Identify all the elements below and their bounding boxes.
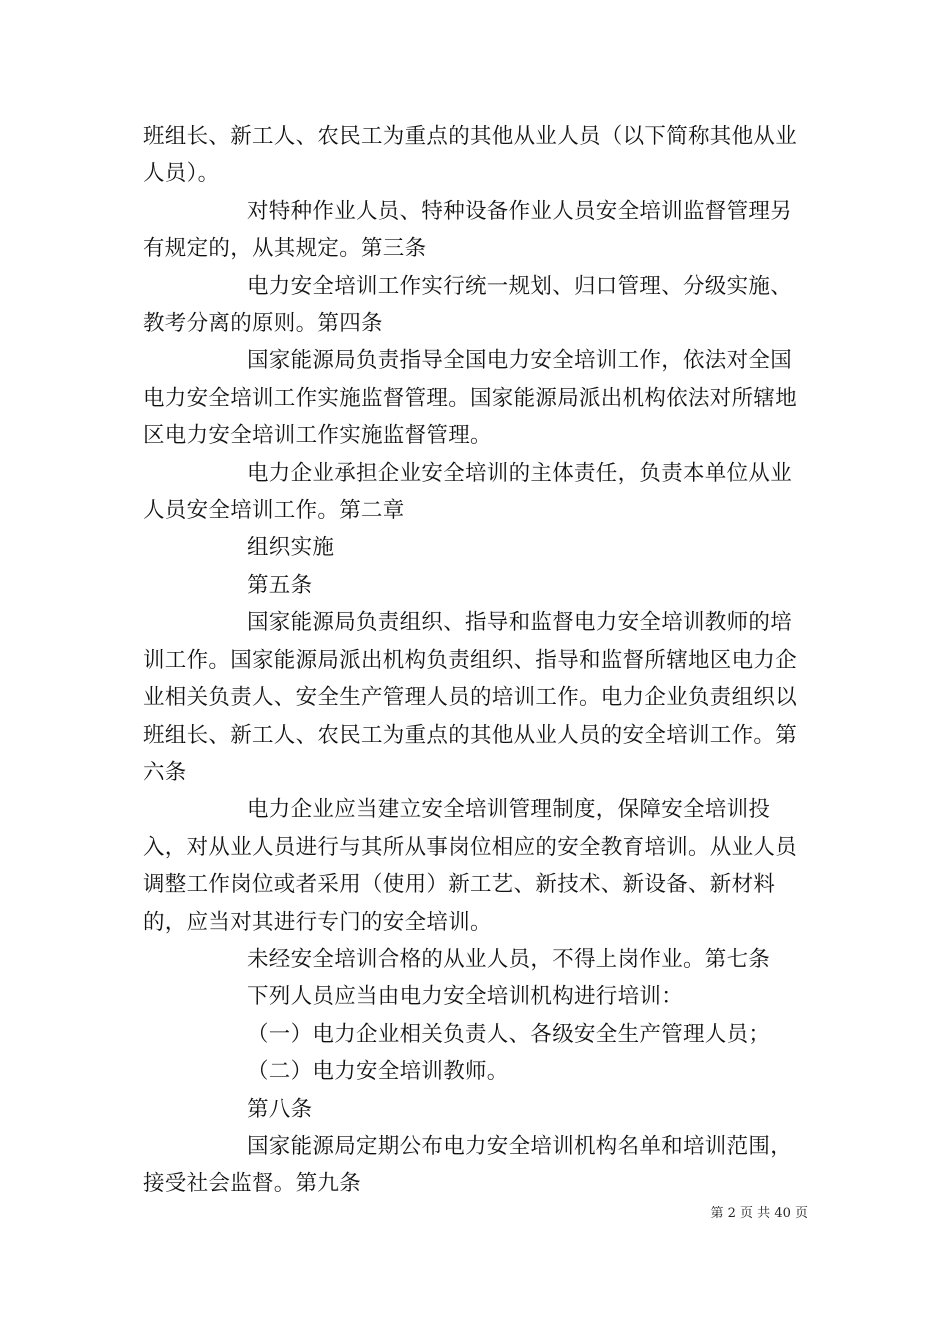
paragraph-9: 电力企业应当建立安全培训管理制度，保障安全培训投入，对从业人员进行与其所从事岗位相应的安全教育培训。从业人员调整工作岗位或者采用（使用）新工艺、新技术、新设备、新材料的，应当对其进行专门的安全培训。 (143, 797, 798, 935)
page-number: 第 2 页 共 40 页 (710, 1206, 808, 1221)
paragraph-8: 国家能源局负责组织、指导和监督电力安全培训教师的培训工作。国家能源局派出机构负责组织、指导和监督所辖地区电力企业相关负责人、安全生产管理人员的培训工作。电力企业负责组织以班组长、新工人、农民工为重点的其他从业人员的安全培训工作。第六条 (143, 610, 798, 785)
article-heading-8: 第八条 (247, 1096, 313, 1122)
paragraph-5: 电力企业承担企业安全培训的主体责任，负责本单位从业人员安全培训工作。第二章 (143, 460, 793, 524)
list-item-2: （二）电力安全培训教师。 (247, 1059, 509, 1085)
paragraph-4: 国家能源局负责指导全国电力安全培训工作，依法对全国电力安全培训工作实施监督管理。国家能源局派出机构依法对所辖地区电力安全培训工作实施监督管理。 (143, 348, 798, 449)
article-heading-5: 第五条 (247, 572, 313, 598)
paragraph-11: 下列人员应当由电力安全培训机构进行培训： (247, 984, 684, 1010)
paragraph-3: 电力安全培训工作实行统一规划、归口管理、分级实施、教考分离的原则。第四条 (143, 273, 793, 337)
paragraph-1: 班组长、新工人、农民工为重点的其他从业人员（以下简称其他从业人员）。 (143, 124, 798, 187)
list-item-1: （一）电力企业相关负责人、各级安全生产管理人员； (247, 1021, 771, 1047)
paragraph-10: 未经安全培训合格的从业人员，不得上岗作业。第七条 (247, 946, 771, 972)
chapter-heading: 组织实施 (247, 535, 335, 561)
paragraph-15: 国家能源局定期公布电力安全培训机构名单和培训范围，接受社会监督。第九条 (143, 1133, 793, 1197)
paragraph-2: 对特种作业人员、特种设备作业人员安全培训监督管理另有规定的，从其规定。第三条 (143, 198, 793, 262)
document-body (143, 118, 808, 1203)
